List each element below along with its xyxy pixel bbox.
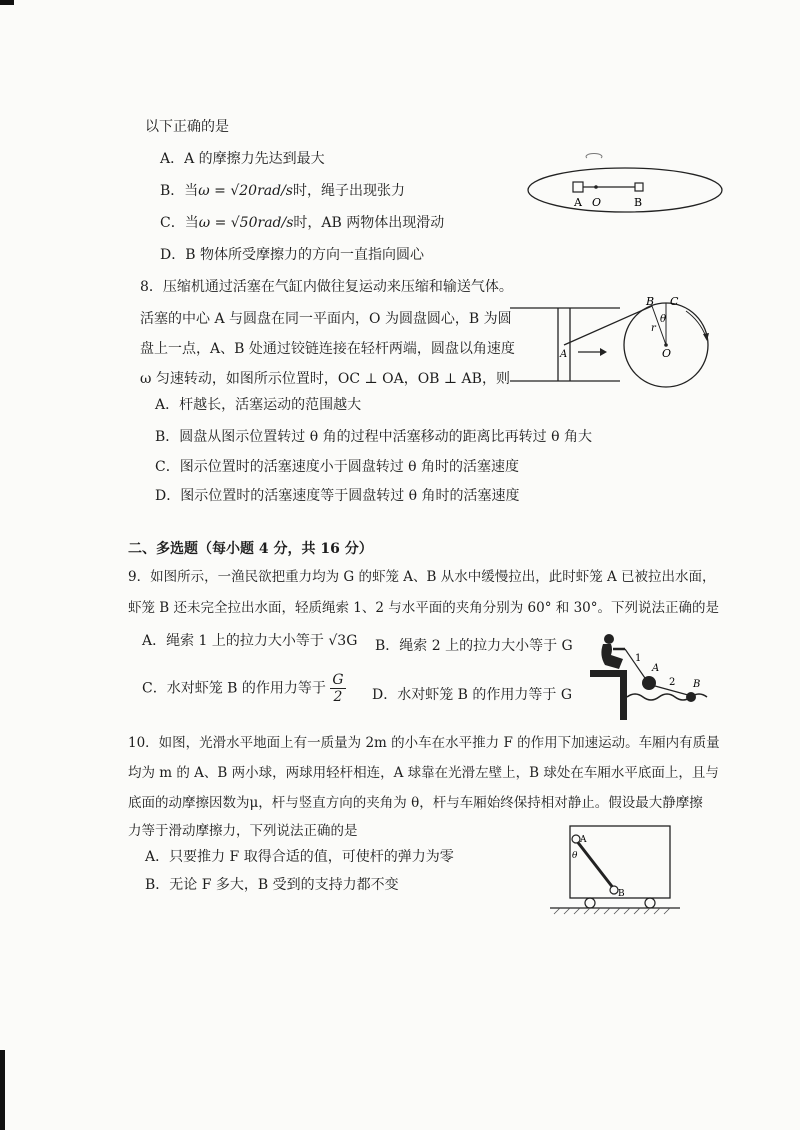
q10-line2: 均为 m 的 A、B 两小球，两球用轻杆相连，A 球靠在光滑左壁上，B 球处在车厢水平底面上，且与 <box>128 765 719 781</box>
q10-line4: 力等于滑动摩擦力，下列说法正确的是 <box>128 823 358 839</box>
q9-option-b: B．绳索 2 上的拉力大小等于 G <box>375 638 573 654</box>
q7-option-d: D．B 物体所受摩擦力的方向一直指向圆心 <box>160 247 424 263</box>
q9-c-fraction: $\frac{G}{2}$ <box>332 672 344 705</box>
q10-option-a: A．只要推力 F 取得合适的值，可使杆的弹力为零 <box>145 849 454 865</box>
q9-option-d: D．水对虾笼 B 的作用力等于 G <box>372 687 573 703</box>
q10-line3: 底面的动摩擦因数为μ，杆与竖直方向的夹角为 θ，杆与车厢始终保持相对静止。假设最大静摩擦 <box>128 795 703 811</box>
q9-fig-label-a: A <box>652 663 660 674</box>
q8-option-c: C．图示位置时的活塞速度小于圆盘转过 θ 角时的活塞速度 <box>155 459 520 475</box>
q8-fig-label-o: O <box>662 347 672 360</box>
q8-fig-label-a: A <box>560 349 568 360</box>
scan-edge-top <box>0 0 14 5</box>
q8-line3: 盘上一点，A、B 处通过铰链连接在轻杆两端，圆盘以角速度 <box>140 341 515 357</box>
q7-fig-label-a: A <box>574 196 582 209</box>
section-2-heading: 二、多选题（每小题 4 分，共 16 分） <box>128 541 373 557</box>
q8-line4: ω 匀速转动，如图所示位置时，OC ⊥ OA，OB ⊥ AB，则 <box>140 371 510 387</box>
q9-line2: 虾笼 B 还未完全拉出水面，轻质绳索 1、2 与水平面的夹角分别为 60° 和 30°。下列说法正确的是 <box>128 600 719 616</box>
scan-edge-left <box>0 1050 5 1130</box>
q8-fig-label-c: C <box>670 295 679 308</box>
q10-cart-figure <box>550 822 680 917</box>
q8-fig-label-r: r <box>651 323 656 334</box>
q8-option-b: B．圆盘从图示位置转过 θ 角的过程中活塞移动的距离比再转过 θ 角大 <box>155 429 592 445</box>
q9-line1: 9．如图所示，一渔民欲把重力均为 G 的虾笼 A、B 从水中缓慢拉出，此时虾笼 A 已被拉出水面， <box>128 569 716 585</box>
q10-fig-label-theta: θ <box>572 851 578 861</box>
q8-line1: 8．压缩机通过活塞在气缸内做往复运动来压缩和输送气体。 <box>140 279 513 295</box>
q7-option-b: B．当ω = √20rad/s时，绳子出现张力 <box>160 183 405 199</box>
q9-fisherman-figure <box>585 625 715 720</box>
q10-option-b: B．无论 F 多大，B 受到的支持力都不变 <box>145 877 399 893</box>
q8-line2: 活塞的中心 A 与圆盘在同一平面内，O 为圆盘圆心，B 为圆 <box>140 311 512 327</box>
q7-fig-label-b: B <box>634 196 643 209</box>
q7-intro: 以下正确的是 <box>145 119 229 135</box>
q10-line1: 10．如图，光滑水平地面上有一质量为 2m 的小车在水平推力 F 的作用下加速运动。车厢内有质量 <box>128 735 720 751</box>
q8-fig-label-b: B <box>646 295 655 308</box>
q8-option-d: D．图示位置时的活塞速度等于圆盘转过 θ 角时的活塞速度 <box>155 488 520 504</box>
q10-fig-label-b: B <box>618 889 625 899</box>
q7-option-a: A．A 的摩擦力先达到最大 <box>160 151 325 167</box>
q10-fig-label-a: A <box>580 835 587 845</box>
q9-fig-label-1: 1 <box>635 653 642 664</box>
q7-option-c: C．当ω = √50rad/s时，AB 两物体出现滑动 <box>160 215 445 231</box>
q9-option-c: C．水对虾笼 B 的作用力等于 $\frac{G}{2}$ <box>142 672 344 705</box>
q8-fig-label-theta: θ <box>660 314 667 325</box>
q9-fig-label-2: 2 <box>669 677 676 688</box>
q9-fig-label-b: B <box>693 679 701 690</box>
q8-compressor-figure <box>510 295 730 395</box>
q9-option-a: A．绳索 1 上的拉力大小等于 √3G <box>142 633 358 649</box>
q7-turntable-figure <box>525 150 725 220</box>
q7-fig-label-o: O <box>592 196 602 209</box>
q8-option-a: A．杆越长，活塞运动的范围越大 <box>155 397 362 413</box>
